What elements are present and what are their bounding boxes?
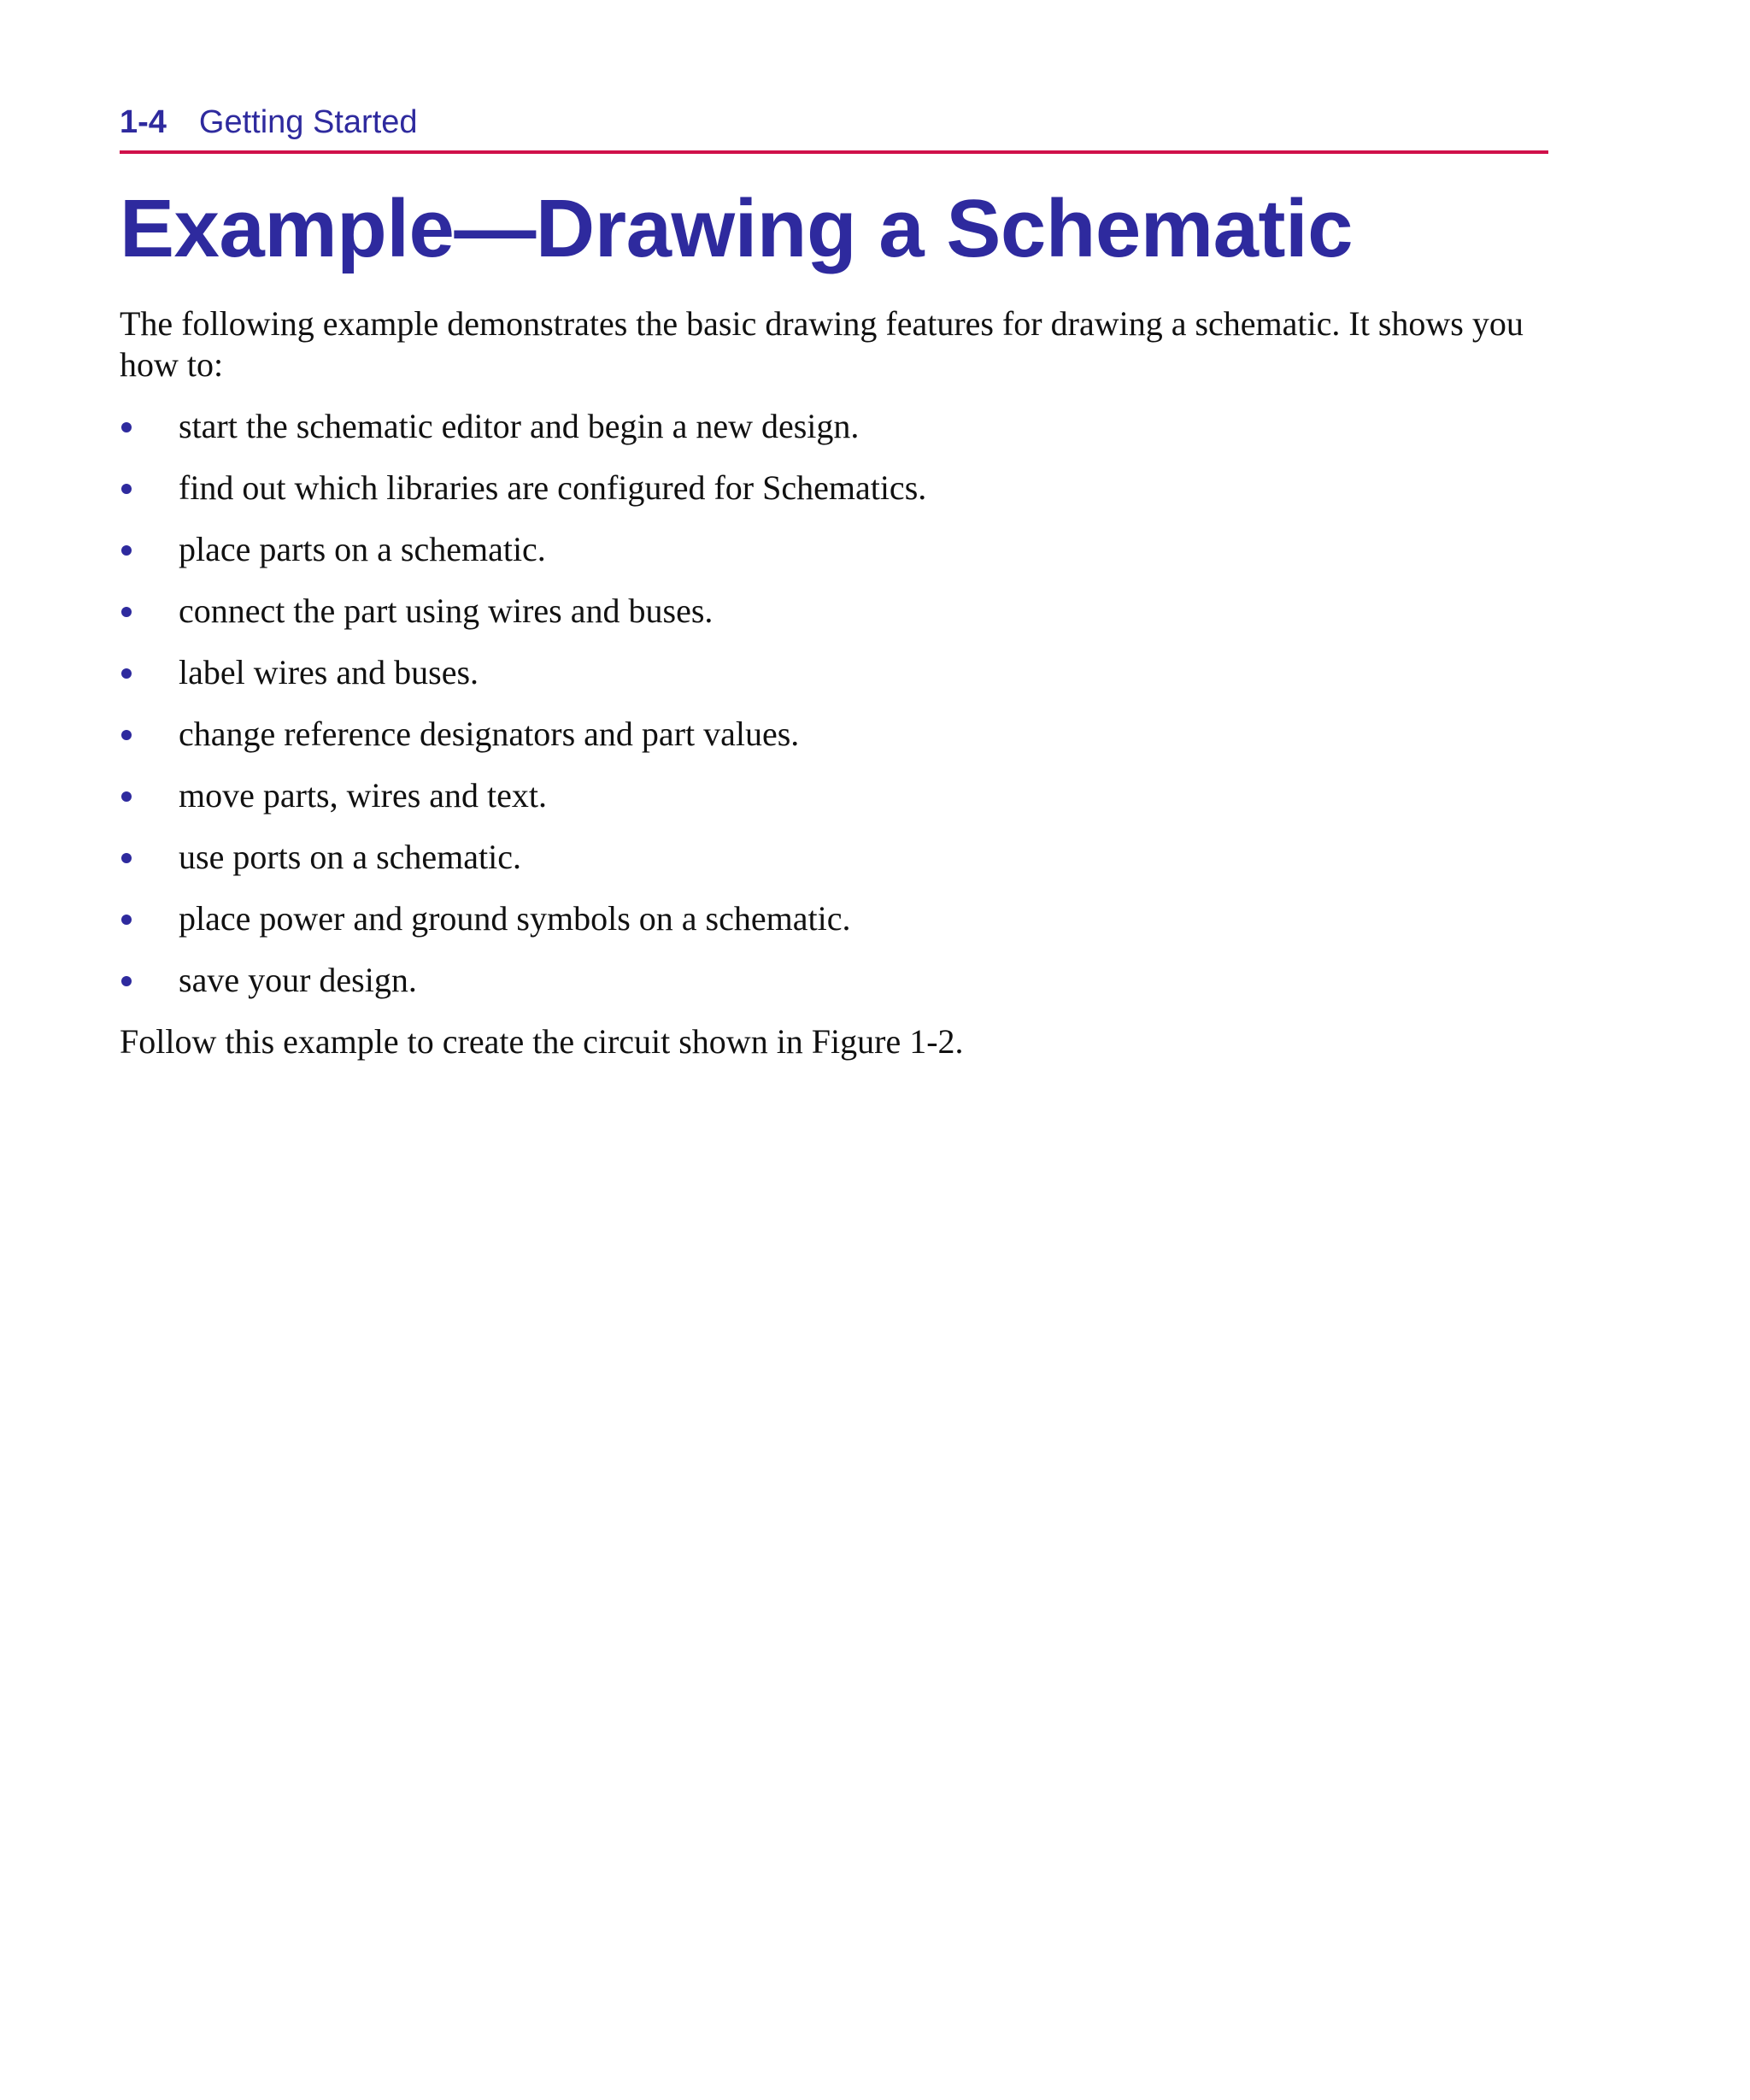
bullet-icon [121,730,132,740]
list-item-text: connect the part using wires and buses. [179,591,714,630]
list-item [120,591,1547,632]
page-title: Example—Drawing a Schematic [120,183,1354,274]
list-item [120,837,1547,878]
list-item [120,775,1547,816]
feature-list [120,406,1547,1001]
intro-paragraph: The following example demonstrates the basic drawing features for drawing a schematic. It shows you how to: [120,304,1524,384]
list-item-text: save your design. [179,961,417,999]
list-item-text: start the schematic editor and begin a new design. [179,407,860,445]
closing-paragraph: Follow this example to create the circuit shown in Figure 1-2. [120,1022,964,1061]
bullet-icon [121,484,132,494]
list-item-text: use ports on a schematic. [179,838,521,876]
bullet-icon [121,791,132,802]
running-header [120,104,1548,154]
bullet-icon [121,545,132,556]
section-name: Getting Started [198,104,418,140]
bullet-icon [121,422,132,432]
bullet-icon [121,668,132,679]
bullet-icon [121,976,132,986]
list-item [120,468,1547,509]
list-item-text: move parts, wires and text. [179,776,547,815]
bullet-icon [121,853,132,863]
bullet-icon [121,915,132,925]
list-item [120,406,1547,447]
list-item-text: place power and ground symbols on a schematic. [179,899,851,938]
list-item [120,898,1547,939]
list-item [120,652,1547,693]
list-item-text: change reference designators and part values. [179,715,800,753]
list-item [120,714,1547,755]
list-item [120,960,1547,1001]
list-item-text: place parts on a schematic. [179,530,546,568]
bullet-icon [121,607,132,617]
list-item-text: find out which libraries are configured for Schematics. [179,468,927,507]
list-item [120,529,1547,570]
body-text [120,303,1547,1062]
list-item-text: label wires and buses. [179,653,479,691]
header-rule [120,150,1548,154]
page-number: 1-4 [120,104,167,140]
